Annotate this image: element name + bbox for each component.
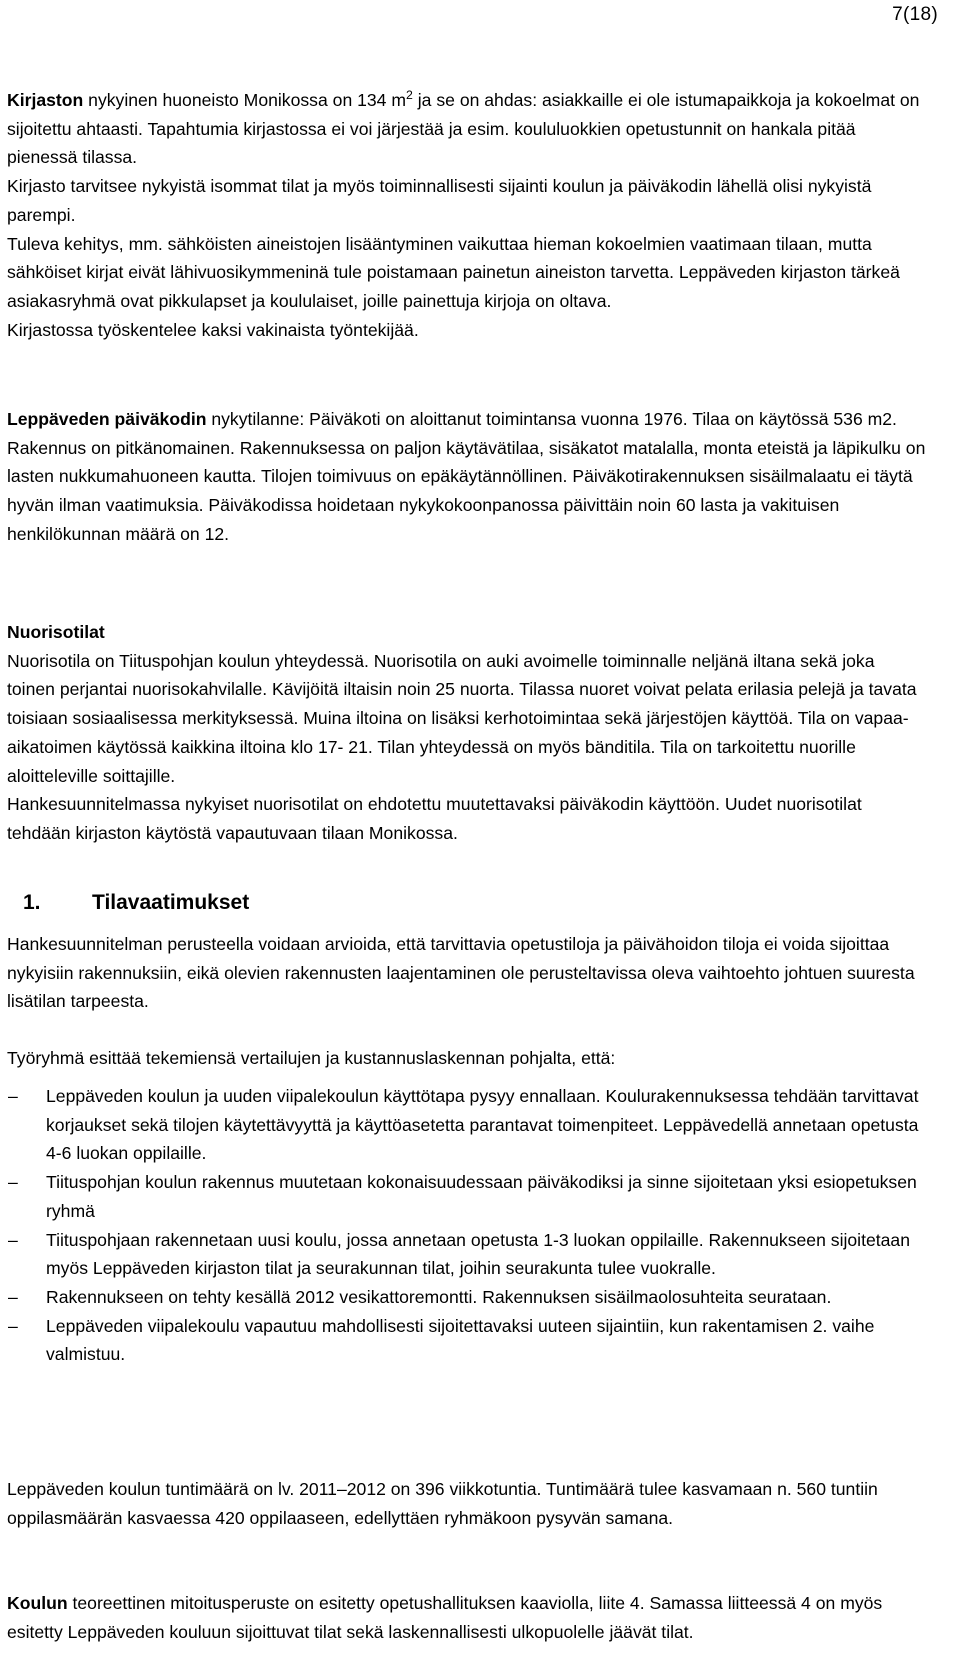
- library-text-a: nykyinen huoneisto Monikossa on 134 m: [83, 90, 407, 110]
- list-item: [8, 1226, 928, 1283]
- library-needs-paragraph: Kirjasto tarvitsee nykyistä isommat tilat ja myös toiminnallisesti sijainti koulun ja päiväkodin lähellä olisi nykyistä parempi.: [7, 176, 872, 225]
- library-future-paragraph: Tuleva kehitys, mm. sähköisten aineistojen lisääntyminen vaikuttaa hieman kokoelmien vaatimaan tilaan, mutta sähköiset kirjat eivät lähivuosikymmeninä tule poistamaan painetun aineiston tarvetta. Leppäveden kirjaston tärkeä asiakasryhmä ovat pikkulapset ja koululaiset, joille painettuja kirjoja on oltava.: [7, 233, 900, 311]
- working-group-intro: [7, 1044, 927, 1073]
- library-section: [7, 86, 927, 344]
- youth-paragraph: Nuorisotila on Tiituspohjan koulun yhteydessä. Nuorisotila on auki avoimelle toiminnalle neljänä iltana sekä joka toinen perjantai nuorisokahvilalle. Kävijöitä iltaisin noin 25 nuorta. Tilassa nuoret voivat pelata erilasia pelejä ja tavata toisiaan sosiaalisessa merkityksessä. Muina iltoina on lisäksi kerhotoimintaa sekä järjestöjen käyttöä. Tila on vapaa-aikatoimen käytössä kaikkina iltoina klo 17- 21. Tilan yhteydessä on myös bänditila. Tila on tarkoitettu nuorille aloitteleville soittajille.: [7, 650, 917, 786]
- daycare-bold-lead: Leppäveden päiväkodin: [7, 409, 207, 429]
- hours-paragraph: [7, 1475, 927, 1532]
- library-bold-lead: Kirjaston: [7, 90, 84, 110]
- list-item: [8, 1283, 928, 1312]
- section-intro-paragraph: [7, 930, 927, 1016]
- youth-section: [7, 618, 927, 848]
- library-superscript: 2: [406, 88, 413, 103]
- page-number: 7(18): [892, 4, 938, 25]
- section-heading: [23, 891, 249, 915]
- youth-plan-paragraph: Hankesuunnitelmassa nykyiset nuorisotilat on ehdotettu muutettavaksi päiväkodin käyttöön. Uudet nuorisotilat tehdään kirjaston käytöstä vapautuvaan tilaan Monikossa.: [7, 794, 862, 843]
- library-paragraph: [7, 86, 927, 172]
- school-dimensioning-text: [7, 1589, 927, 1646]
- daycare-section: [7, 405, 927, 549]
- library-text-b: ja se on ahdas: asiakkaille ei ole istumapaikkoja ja kokoelmat on sijoitettu ahtaasti. Tapahtumia kirjastossa ei voi järjestää ja esim. koululuokkien opetustunnit on hankala pitää pienessä tilassa.: [7, 90, 920, 168]
- youth-heading-text: Nuorisotilat: [7, 622, 105, 642]
- dash-bullet: –: [8, 1172, 18, 1193]
- list-item: [8, 1082, 928, 1168]
- daycare-text: nykytilanne: Päiväkoti on aloittanut toimintansa vuonna 1976. Tilaa on käytössä 536 m2. Rakennus on pitkänomainen. Rakennuksessa on paljon käytävätilaa, sisäkatot matalalla, monta eteistä ja läpikulku on lasten nukkumahuoneen kautta. Tilojen toimivuus on epäkäytännöllinen. Päiväkotirakennuksen sisäilmalaatu ei täytä hyvän ilman vaatimuksia. Päiväkodissa hoidetaan nykykokoonpanossa päivittäin noin 60 lasta ja vakituisen henkilökunnan määrä on 12.: [7, 409, 926, 544]
- section-title: Tilavaatimukset: [92, 891, 250, 914]
- list-item-text: Leppäveden viipalekoulu vapautuu mahdollisesti sijoitettavaksi uuteen sijaintiin, kun rakentamisen 2. vaihe valmistuu.: [46, 1315, 875, 1365]
- proposal-list: [8, 1082, 928, 1369]
- school-text: teoreettinen mitoitusperuste on esitetty opetushallituksen kaaviolla, liite 4. Samassa liitteessä 4 on myös esitetty Leppäveden kouluun sijoittuvat tilat sekä laskennallisesti ulkopuolelle jäävät tilat.: [7, 1593, 883, 1642]
- dash-bullet: –: [8, 1315, 18, 1336]
- list-item-text: Tiituspohjan koulun rakennus muutetaan kokonaisuudessaan päiväkodiksi ja sinne sijoitetaan yksi esiopetuksen ryhmä: [46, 1172, 917, 1221]
- hours-text: Leppäveden koulun tuntimäärä on lv. 2011–2012 on 396 viikkotuntia. Tuntimäärä tulee kasvamaan n. 560 tuntiin oppilasmäärän kasvaessa 420 oppilaaseen, edellyttäen ryhmäkoon pysyvän samana.: [7, 1479, 878, 1528]
- working-group-intro-text: Työryhmä esittää tekemiensä vertailujen ja kustannuslaskennan pohjalta, että:: [7, 1048, 616, 1068]
- library-staff-paragraph: Kirjastossa työskentelee kaksi vakinaista työntekijää.: [7, 319, 419, 340]
- school-dimensioning-paragraph: [7, 1589, 927, 1646]
- list-item-text: Rakennukseen on tehty kesällä 2012 vesikattoremontti. Rakennuksen sisäilmaolosuhteita seurataan.: [46, 1286, 832, 1307]
- list-item: [8, 1312, 928, 1369]
- dash-bullet: –: [8, 1286, 18, 1307]
- daycare-paragraph: [7, 405, 927, 549]
- list-item-text: Tiituspohjaan rakennetaan uusi koulu, jossa annetaan opetusta 1-3 luokan oppilaille. Rakennukseen sijoitetaan myös Leppäveden kirjaston tilat ja seurakunnan tilat, joihin seurakunta tulee vuokralle.: [46, 1229, 910, 1279]
- section-intro-text: Hankesuunnitelman perusteella voidaan arvioida, että tarvittavia opetustiloja ja päivähoidon tiloja ei voida sijoittaa nykyisiin rakennuksiin, eikä olevien rakennusten laajentaminen ole perusteltavissa oleva vaihtoehto johtuen suuresta lisätilan tarpeesta.: [7, 934, 915, 1012]
- dash-bullet: –: [8, 1229, 18, 1250]
- dash-bullet: –: [8, 1086, 18, 1106]
- youth-heading: [7, 618, 927, 647]
- list-item: [8, 1168, 928, 1225]
- list-item-text: Leppäveden koulun ja uuden viipalekoulun käyttötapa pysyy ennallaan. Koulurakennuksessa tehdään tarvittavat korjaukset sekä tilojen käytettävyyttä ja käyttöasetetta parantavat toimenpiteet. Leppävedellä annetaan opetusta 4-6 luokan oppilaille.: [46, 1086, 919, 1164]
- section-number: 1.: [23, 891, 41, 914]
- school-bold-lead: Koulun: [7, 1593, 68, 1613]
